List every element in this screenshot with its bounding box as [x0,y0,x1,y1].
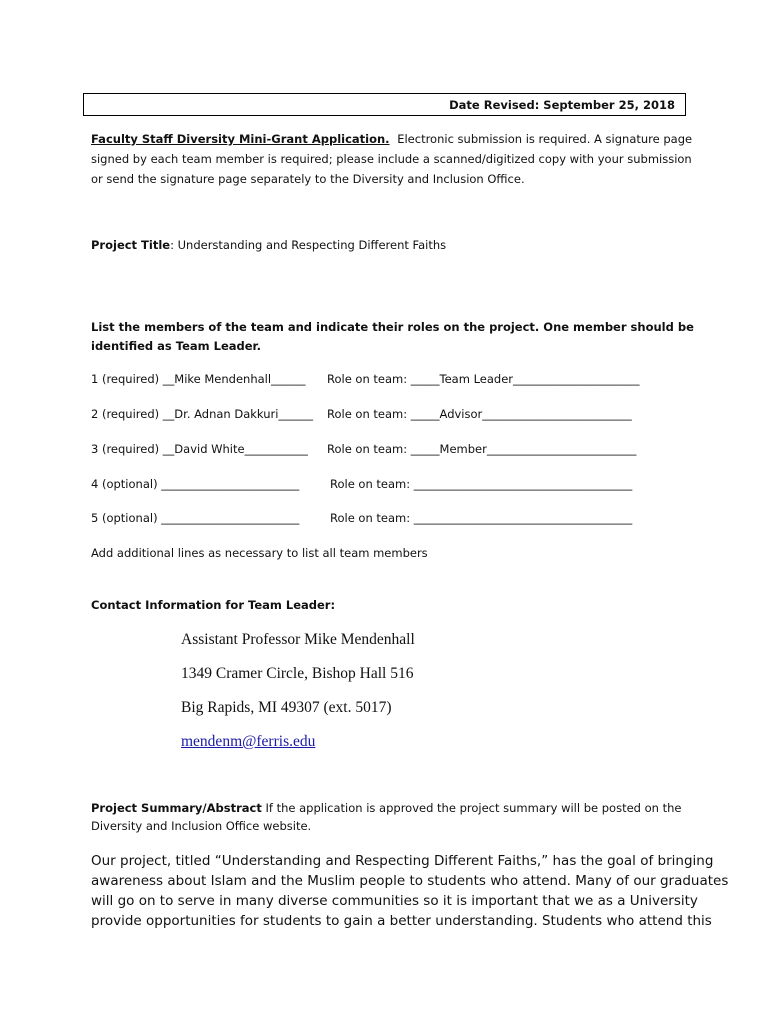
contact-address: 1349 Cramer Circle, Bishop Hall 516 [181,665,414,682]
member-2-role: Role on team: _____Advisor__________________________ [327,407,632,421]
contact-name: Assistant Professor Mike Mendenhall [181,631,415,648]
intro-line-3: or send the signature page separately to the Diversity and Inclusion Office. [91,172,525,186]
summary-line-1 [91,801,681,815]
contact-city: Big Rapids, MI 49307 (ext. 5017) [181,699,392,716]
contact-email-link[interactable]: mendenm@ferris.edu [181,733,316,750]
member-5-name: 5 (optional) ________________________ [91,511,300,525]
member-4-name: 4 (optional) ________________________ [91,477,300,491]
member-2-name: 2 (required) __Dr. Adnan Dakkuri______ [91,407,313,421]
date-revised-box [83,93,686,116]
team-instructions-1: List the members of the team and indicate their roles on the project. One member should be [91,320,694,334]
additional-lines-note: Add additional lines as necessary to list all team members [91,546,428,560]
member-4-role: Role on team: ______________________________________ [330,477,633,491]
contact-heading: Contact Information for Team Leader: [91,598,336,612]
summary-label: Project Summary/Abstract [91,801,262,815]
member-1-role: Role on team: _____Team Leader______________________ [327,372,640,386]
member-5-role: Role on team: ______________________________________ [330,511,633,525]
date-revised: Date Revised: September 25, 2018 [449,98,675,112]
team-instructions-2: identified as Team Leader. [91,339,261,353]
intro-line-2: signed by each team member is required; please include a scanned/digitized copy with your submission [91,152,692,166]
project-title-label: Project Title [91,238,171,252]
member-1-name: 1 (required) __Mike Mendenhall______ [91,372,306,386]
summary-body-3: will go on to serve in many diverse communities so it is important that we as a University [91,893,698,909]
intro-line-1 [91,132,692,146]
project-title-line [91,238,446,252]
summary-body-4: provide opportunities for students to gain a better understanding. Students who attend this [91,913,712,929]
summary-body-1: Our project, titled “Understanding and Respecting Different Faiths,” has the goal of bringing [91,853,714,869]
summary-note-1: If the application is approved the project summary will be posted on the [261,801,682,815]
summary-body-2: awareness about Islam and the Muslim people to students who attend. Many of our graduates [91,873,729,889]
intro-text-1: Electronic submission is required. A signature page [397,132,693,146]
member-3-role: Role on team: _____Member__________________________ [327,442,637,456]
project-title-value: : Understanding and Respecting Different Faiths [170,238,447,252]
member-3-name: 3 (required) __David White___________ [91,442,308,456]
application-heading: Faculty Staff Diversity Mini-Grant Application. [91,132,390,146]
summary-note-2: Diversity and Inclusion Office website. [91,819,312,833]
